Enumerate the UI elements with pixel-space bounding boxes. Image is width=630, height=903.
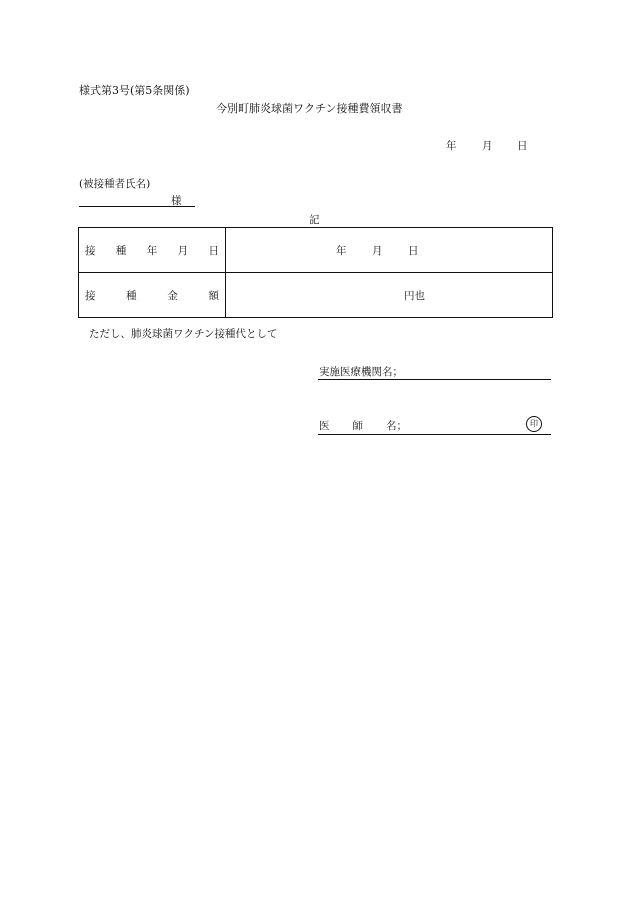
doctor-name-line (318, 434, 551, 435)
proviso-text: ただし、肺炎球菌ワクチン接種代として (89, 328, 278, 340)
table-row-vaccination-date (79, 228, 553, 273)
vaccination-date-value (226, 228, 553, 273)
vaccination-amount-value (226, 273, 553, 318)
recipient-name-label: (被接種者氏名) (79, 178, 151, 190)
issue-date-day: 日 (517, 140, 528, 152)
vaccination-amount-label (79, 273, 226, 318)
label-char: 医 (319, 420, 330, 432)
vaccination-date-label (79, 228, 226, 273)
label-char: 接 (85, 289, 96, 302)
label-char: 名； (386, 420, 407, 432)
label-char: 種 (126, 289, 137, 302)
recipient-name-line (79, 206, 195, 207)
institution-name-line (318, 379, 551, 380)
amount-unit: 円也 (404, 289, 425, 302)
label-char: 日 (208, 244, 219, 257)
issue-date-year: 年 (446, 140, 457, 152)
label-char: 月 (177, 244, 189, 257)
receipt-table (78, 227, 553, 318)
issue-date-month: 月 (482, 140, 493, 152)
institution-name-label: 実施医療機関名； (319, 366, 403, 378)
label-char: 接 (85, 244, 96, 257)
form-number: 様式第3号(第5条関係) (79, 84, 190, 97)
seal-mark: 印 (526, 416, 542, 432)
document-title: 今別町肺炎球菌ワクチン接種費領収書 (216, 102, 403, 115)
label-char: 額 (208, 289, 219, 302)
ki-mark: 記 (309, 214, 320, 226)
date-day-unit: 日 (408, 244, 419, 257)
label-char: 種 (115, 244, 127, 257)
date-year-unit: 年 (336, 244, 347, 257)
table-row-vaccination-amount (79, 273, 553, 318)
date-month-unit: 月 (372, 244, 383, 257)
label-char: 年 (146, 244, 158, 257)
doctor-name-label (319, 418, 409, 433)
recipient-honorific: 様 (171, 195, 182, 207)
label-char: 師 (352, 420, 363, 432)
label-char: 金 (167, 289, 178, 302)
